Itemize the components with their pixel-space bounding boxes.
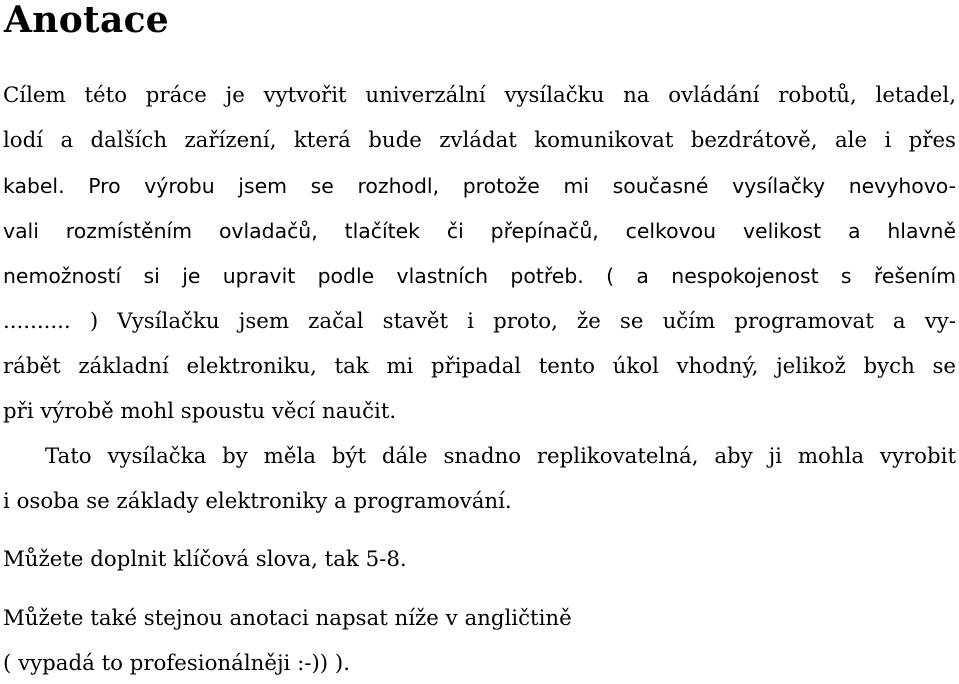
paragraph-2-line-2: i osoba se základy elektroniky a programování.	[3, 489, 512, 514]
paragraph-1-line-3: kabel. Pro výrobu jsem se rozhodl, protože mi současné vysílačky nevyhovo-	[3, 174, 956, 198]
english-note-line-2: ( vypadá to profesionálněji :-)) ).	[3, 651, 350, 676]
paragraph-1-line-5: nemožností si je upravit podle vlastních potřeb. ( a nespokojenost s řešením	[3, 264, 956, 288]
paragraph-1-line-4: vali rozmístěním ovladačů, tlačítek či přepínačů, celkovou velikost a hlavně	[3, 219, 956, 243]
paragraph-1-line-1: Cílem této práce je vytvořit univerzální vysílačku na ovládání robotů, letadel,	[3, 83, 956, 108]
keywords-note: Můžete doplnit klíčová slova, tak 5-8.	[3, 547, 407, 572]
paragraph-1-line-6: .......... ) Vysílačku jsem začal stavět i proto, že se učím programovat a vy-	[3, 309, 956, 334]
paragraph-1-line-7: rábět základní elektroniku, tak mi připadal tento úkol vhodný, jelikož bych se	[3, 354, 956, 379]
english-note-line-1: Můžete také stejnou anotaci napsat níže v angličtině	[3, 606, 572, 631]
paragraph-1-line-8: při výrobě mohl spoustu věcí naučit.	[3, 399, 397, 424]
page-title: Anotace	[4, 0, 169, 41]
paragraph-2-line-1: Tato vysílačka by měla být dále snadno replikovatelná, aby ji mohla vyrobit	[45, 444, 956, 469]
paragraph-1-line-2: lodí a dalších zařízení, která bude zvládat komunikovat bezdrátově, ale i přes	[3, 128, 956, 153]
